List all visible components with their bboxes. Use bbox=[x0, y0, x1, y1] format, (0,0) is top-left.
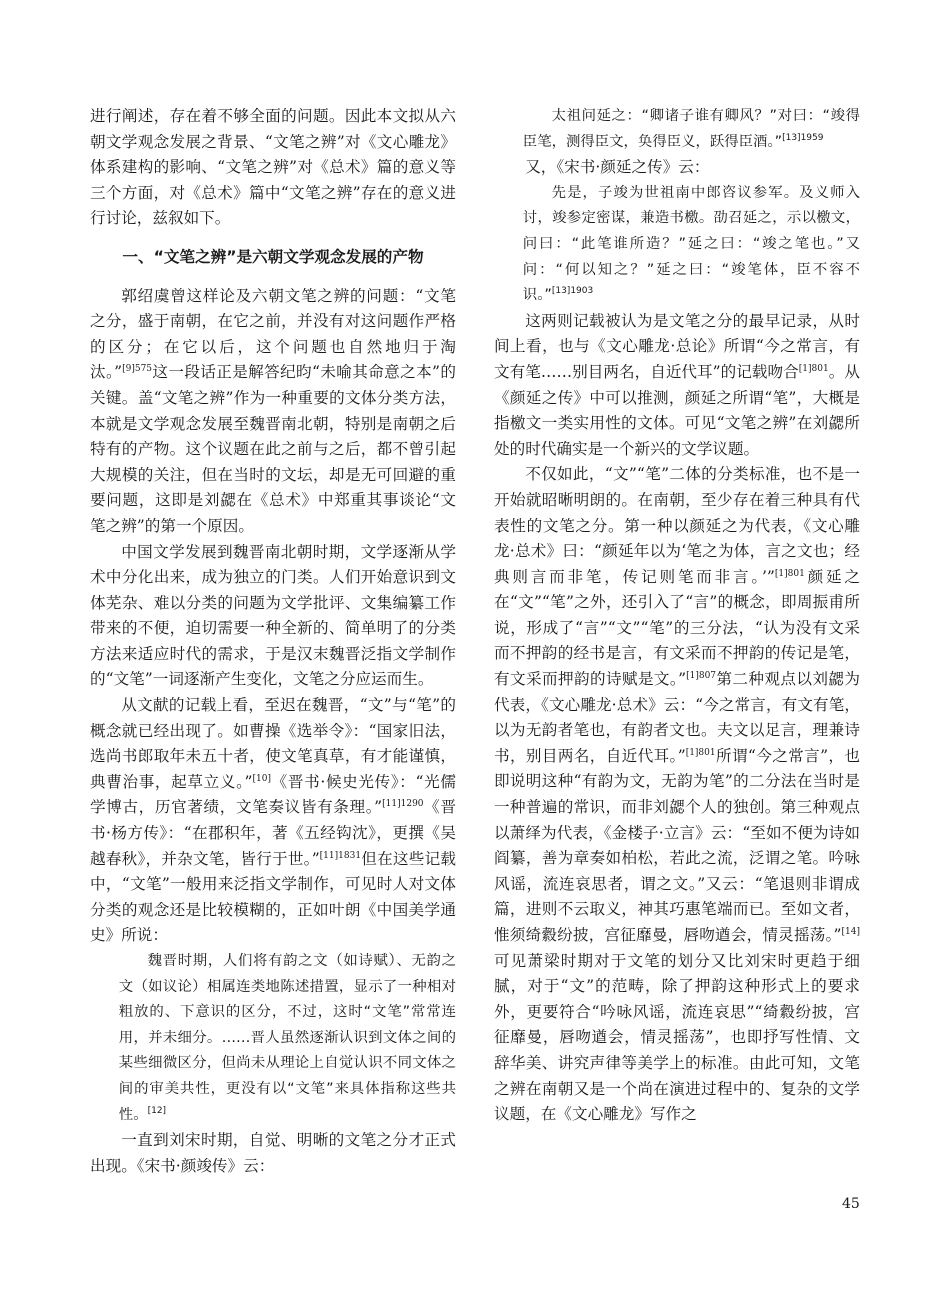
quote-text: 先是，子竣为世祖南中郎咨议参军。及义师入讨，竣参定密谋，兼造书檄。劭召延之，示以檄文，问曰：“此笔谁所造？”延之曰：“竣之笔也。”又问：“何以知之？”延之曰：“竣笔体，臣不容不识。” bbox=[522, 184, 860, 304]
citation: [10] bbox=[252, 773, 271, 784]
paragraph-text: 不仅如此，“文”“笔”二体的分类标准，也不是一开始就昭晰明朗的。在南朝，至少存在着三种具有代表性的文笔之分。第一种以颜延之为代表，《文心雕龙·总术》曰：“颜延年以为‘笔之为体，言之文也；经典则言而非笔，传记则笔而非言。’” bbox=[494, 465, 860, 586]
paragraph bbox=[494, 309, 860, 463]
paragraph-text: 但在这些记载中，“文笔”一般用来泛指文学制作，可见时人对文体分类的观念还是比较模糊的，正如叶朗《中国美学通史》所说： bbox=[90, 849, 456, 945]
quote-text: 魏晋时期，人们将有韵之文（如诗赋）、无韵之文（如议论）相属连类地陈述措置，显示了一种相对粗放的、下意识的区分，不过，这时“文笔”常常连用，并未细分。……晋人虽然逐渐认识到文体之间的某些细微区分，但尚未从理论上自觉认识不同文体之间的审美共性，更没有以“文笔”来具体指称这些共性。 bbox=[118, 953, 456, 1123]
paragraph bbox=[90, 693, 456, 949]
paragraph bbox=[90, 540, 456, 694]
page-number: 45 bbox=[842, 1196, 860, 1212]
section-heading: 一、“文笔之辨”是六朝文学观念发展的产物 bbox=[122, 247, 424, 266]
paragraph-text: 《晋书·杨方传》：“在郡积年，著《五经钩沈》，更撰《吴越春秋》，并杂文笔，皆行于世。” bbox=[90, 798, 456, 868]
paragraph-text: 所谓“今之常言”，也即说明这种“有韵为文，无韵为笔”的二分法在当时是一种普遍的常识，而非刘勰个人的独创。第三种观点以萧绎为代表，《金楼子·立言》云：“至如不便为诗如阎纂，善为章奏如柏松，若此之流，泛谓之笔。吟咏风谣，流连哀思者，谓之文。”又云：“笔退则非谓成篇，进则不云取义，神其巧惠笔端而已。至如文者，惟须绮縠纷披，宫征靡曼，唇吻遒会，情灵摇荡。” bbox=[494, 746, 860, 944]
paragraph-text: 进行阐述，存在着不够全面的问题。因此本文拟从六朝文学观念发展之背景、“文笔之辨”对《文心雕龙》体系建构的影响、“文笔之辨”对《总术》篇的意义等三个方面，对《总术》篇中“文笔之辨”存在的意义进行讨论，兹叙如下。 bbox=[90, 107, 456, 228]
citation: [11]1290 bbox=[382, 799, 424, 810]
block-quote bbox=[90, 949, 456, 1128]
block-quote bbox=[494, 181, 860, 309]
paragraph-text: 这一段话正是解答纪昀“未喻其命意之本”的关键。盖“文笔之辨”作为一种重要的文体分类方法，本就是文学观念发展至魏晋南北朝，特别是南朝之后特有的产物。这个议题在此之前与之后，都不曾引起大规模的关注，但在当时的文坛，却是无可回避的重要问题，这即是刘勰在《总术》中郑重其事谈论“文笔之辨”的第一个原因。 bbox=[90, 363, 456, 535]
paragraph-text: 颜延之在“文”“笔”之外，还引入了“言”的概念，即周振甫所说，形成了“言”“文”“笔”的三分法，“认为没有文采而不押韵的经书是言，有文采而不押韵的传记是笔，有文采而押韵的诗赋是文。” bbox=[494, 567, 860, 689]
paragraph bbox=[90, 1128, 456, 1179]
citation: [1]801 bbox=[798, 363, 829, 374]
paragraph-text: 第二种观点以刘勰为代表，《文心雕龙·总术》云：“今之常言，有文有笔，以为无韵者笔也，有韵者文也。夫文以足言，理兼诗书，别目两名，自近代耳。” bbox=[494, 670, 860, 765]
paragraph-text: 这两则记载被认为是文笔之分的最早记录，从时间上看，也与《文心雕龙·总论》所谓“今之常言，有文有笔……别目两名，自近代耳”的记载吻合 bbox=[494, 311, 860, 381]
citation: [11]1831 bbox=[319, 850, 362, 861]
paragraph-text: 一直到刘宋时期，自觉、明晰的文笔之分才正式出现。《宋书·颜竣传》云： bbox=[90, 1131, 456, 1175]
block-quote bbox=[494, 104, 860, 155]
citation: [9]575 bbox=[122, 364, 153, 375]
paragraph bbox=[90, 104, 456, 232]
left-column bbox=[90, 104, 456, 1179]
paragraph bbox=[494, 462, 860, 1127]
quote-text: 太祖问延之：“卿诸子谁有卿风？”对曰：“竣得臣笔，测得臣文，奂得臣义，跃得臣酒。” bbox=[522, 108, 860, 150]
citation: [12] bbox=[147, 1105, 167, 1116]
paragraph-text: 。从《颜延之传》中可以推测，颜延之所谓“笔”，大概是指檄文一类实用性的文体。可见“文笔之辨”在刘勰所处的时代确实是一个新兴的文学议题。 bbox=[494, 362, 860, 458]
paragraph bbox=[90, 284, 456, 540]
citation: [13]1903 bbox=[551, 286, 594, 297]
paragraph-text: 又，《宋书·颜延之传》云： bbox=[525, 158, 710, 177]
paragraph-text: 可见萧梁时期对于文笔的划分又比刘宋时更趋于细腻，对于“文”的范畴，除了押韵这种形式上的要求外，更要符合“吟咏风谣，流连哀思”“绮縠纷披，宫征靡曼，唇吻遒会，情灵摇荡”，也即抒写性情、文辞华美、讲究声律等美学上的标准。由此可知，文笔之辨在南朝又是一个尚在演进过程中的、复杂的文学议题，在《文心雕龙》写作之 bbox=[494, 951, 860, 1124]
paragraph bbox=[494, 155, 860, 181]
paragraph-text: 郭绍虞曾这样论及六朝文笔之辨的问题：“文笔之分，盛于南朝，在它之前，并没有对这问题作严格的区分；在它以后，这个问题也自然地归于淘汰。” bbox=[90, 286, 456, 382]
citation: [1]807 bbox=[686, 671, 717, 682]
paragraph-text: 中国文学发展到魏晋南北朝时期，文学逐渐从学术中分化出来，成为独立的门类。人们开始意识到文体芜杂、难以分类的问题为文学批评、文集编纂工作带来的不便，迫切需要一种全新的、简单明了的分类方法来适应时代的需求，于是汉末魏晋泛指文学制作的“文笔”一词逐渐产生变化，文笔之分应运而生。 bbox=[90, 542, 456, 689]
right-column bbox=[494, 104, 860, 1128]
citation: [1]801 bbox=[774, 568, 805, 579]
citation: [14] bbox=[841, 927, 860, 937]
paragraph-text: 从文献的记载上看，至迟在魏晋，“文”与“笔”的概念就已经出现了。如曹操《选举令》：“国家旧法，选尚书郎取年未五十者，使文笔真草，有才能谨慎，典曹治事，起草立义。” bbox=[90, 696, 456, 791]
citation: [13]1959 bbox=[782, 132, 824, 143]
citation: [1]801 bbox=[685, 747, 716, 758]
paragraph-text: 《晋书·候史光传》：“光儒学博古，历官著绩，文笔奏议皆有条理。” bbox=[90, 772, 456, 817]
